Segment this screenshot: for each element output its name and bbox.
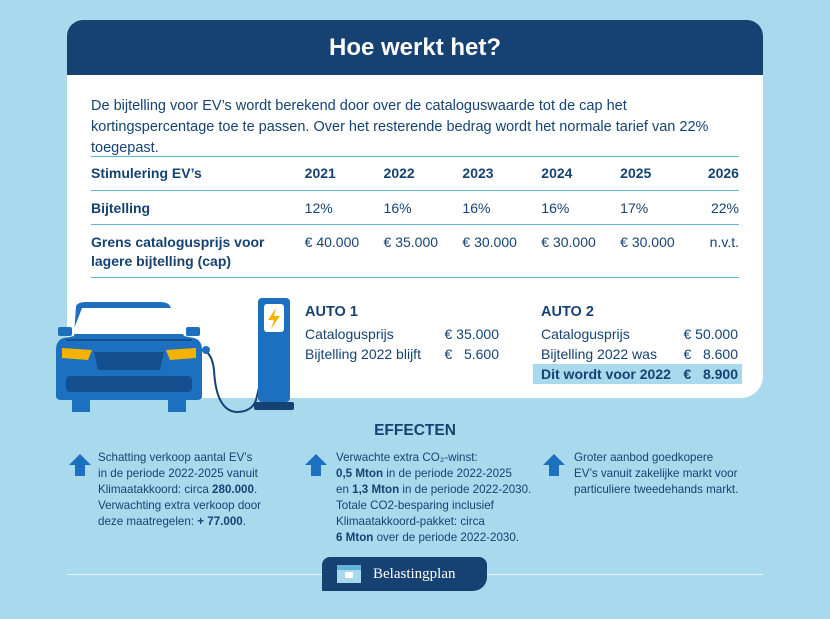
document-icon — [336, 564, 362, 584]
table-header-cell: 2021 — [304, 165, 336, 181]
auto1-block — [305, 302, 499, 364]
stimulation-table — [91, 156, 739, 278]
table-row — [91, 190, 739, 224]
effect-line: Groter aanbod goedkopere — [574, 451, 714, 464]
table-header-cell: Stimulering EV’s — [91, 165, 202, 181]
belastingplan-badge — [322, 557, 487, 591]
table-header-cell: 2023 — [462, 165, 494, 181]
effect-2-text — [336, 450, 536, 546]
effect-text: en — [336, 483, 353, 496]
effect-line: Klimaatakkoord-pakket: circa — [336, 515, 485, 528]
table-cell: 22% — [710, 200, 739, 216]
arrow-up-icon — [303, 452, 329, 478]
effect-text: . — [253, 483, 258, 496]
effect-line — [336, 530, 536, 546]
effect-line — [336, 482, 536, 498]
effect-text: in de periode 2022-2025 — [383, 467, 512, 480]
table-cell: € 30.000 — [462, 234, 517, 250]
auto2-block — [541, 302, 738, 384]
auto1-label: Bijtelling 2022 blijft — [305, 346, 421, 362]
table-header-cell: 2024 — [541, 165, 573, 181]
effect-strong: 280.000 — [212, 483, 254, 496]
auto1-label: Catalogusprijs — [305, 326, 394, 342]
table-row-label: Grens catalogusprijs voor lagere bijtelling (cap) — [91, 234, 265, 269]
auto1-line — [305, 344, 499, 364]
table-cell: 12% — [304, 200, 333, 216]
table-cell: 16% — [541, 200, 570, 216]
effect-line: Totale CO2-besparing inclusief — [336, 499, 494, 512]
effect-line: Verwachting extra verkoop door — [98, 499, 262, 512]
effect-line: EV’s vanuit zakelijke markt voor — [574, 467, 738, 480]
auto2-value: € 8.600 — [683, 346, 738, 362]
effect-line — [98, 514, 298, 530]
page-title: Hoe werkt het? — [67, 20, 763, 75]
table-header-row — [91, 156, 739, 190]
table-cell: 17% — [620, 200, 649, 216]
table-cell: n.v.t. — [709, 234, 739, 250]
table-cell: 16% — [462, 200, 491, 216]
effect-text: deze maatregelen: — [98, 515, 198, 528]
auto2-title: AUTO 2 — [541, 304, 594, 320]
arrow-up-icon — [67, 452, 93, 478]
effect-text: in de periode 2022-2030. — [399, 483, 532, 496]
table-row — [91, 224, 739, 278]
table-header-cell: 2026 — [707, 165, 739, 181]
intro-text: De bijtelling voor EV’s wordt berekend door over de cataloguswaarde tot de cap het kortingspercentage toe te passen. Over het resterende bedrag wordt het normale tarief van 22% toegepast. — [91, 98, 709, 156]
table-header-cell: 2022 — [383, 165, 415, 181]
effect-line: Schatting verkoop aantal EV’s — [98, 451, 253, 464]
auto2-value: € 8.900 — [683, 366, 738, 382]
auto1-value: € 35.000 — [444, 326, 499, 342]
table-header-cell: 2025 — [620, 165, 652, 181]
auto2-label: Bijtelling 2022 was — [541, 346, 657, 362]
table-row-label: Bijtelling — [91, 200, 151, 216]
auto2-value: € 50.000 — [683, 326, 738, 342]
table-cell: 16% — [383, 200, 412, 216]
badge-label: Belastingplan — [373, 565, 456, 582]
effect-strong: 0,5 Mton — [336, 467, 384, 480]
charging-station-icon — [254, 298, 294, 412]
effect-3-text — [574, 450, 774, 498]
effect-text: over de periode 2022-2030. — [373, 531, 520, 544]
effects-title: EFFECTEN — [374, 422, 456, 439]
auto1-title: AUTO 1 — [305, 304, 358, 320]
effect-strong: + 77.000 — [197, 515, 243, 528]
table-cell: € 40.000 — [304, 234, 360, 250]
effect-strong: 6 Mton — [336, 531, 374, 544]
effect-text: Klimaatakkoord: circa — [98, 483, 213, 496]
table-cell: € 30.000 — [620, 234, 675, 250]
effect-line: particuliere tweedehands markt. — [574, 483, 739, 496]
table-cell: € 35.000 — [383, 234, 439, 250]
table-cell: € 30.000 — [541, 234, 596, 250]
effect-line — [336, 466, 536, 482]
effect-strong: 1,3 Mton — [352, 483, 400, 496]
auto2-line — [541, 344, 738, 364]
effect-line: in de periode 2022-2025 vanuit — [98, 467, 258, 480]
auto1-value: € 5.600 — [444, 346, 499, 362]
auto2-label: Dit wordt voor 2022 — [541, 366, 671, 382]
arrow-up-icon — [541, 452, 567, 478]
effect-text: . — [242, 515, 246, 528]
auto2-highlight-line — [533, 364, 742, 384]
auto1-line — [305, 324, 499, 344]
auto2-line — [541, 324, 738, 344]
effect-line — [98, 482, 298, 498]
effect-line: Verwachte extra CO₂-winst: — [336, 451, 478, 464]
auto2-label: Catalogusprijs — [541, 326, 630, 342]
effect-1-text — [98, 450, 298, 530]
